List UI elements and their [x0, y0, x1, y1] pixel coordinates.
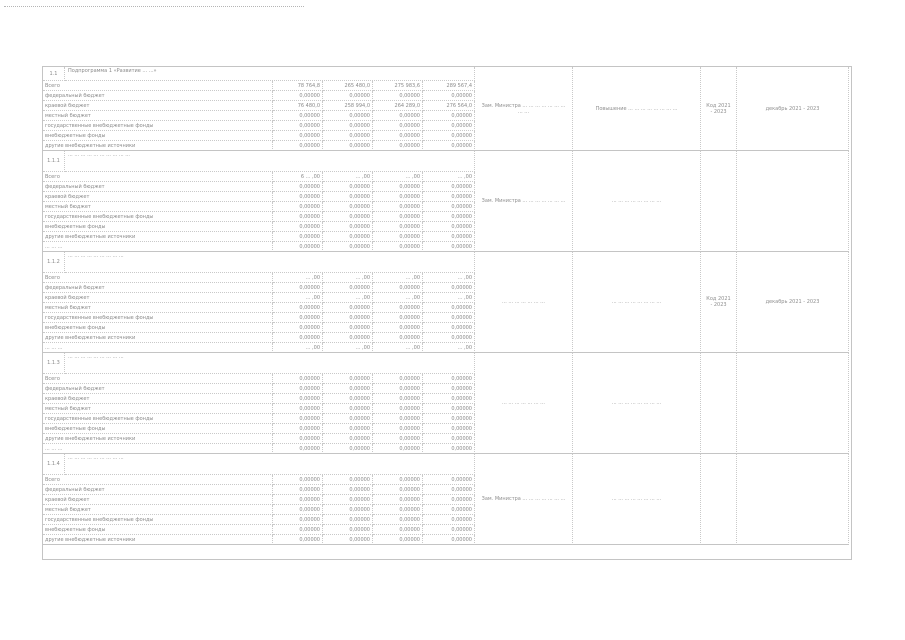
funding-source-label: Всего [43, 172, 273, 182]
funding-source-label: местный бюджет [43, 111, 273, 121]
executor-cell: Зам. Министра ... ... ... ... ... ... ... ... ... [475, 67, 573, 151]
funding-value: 0,00000 [423, 192, 475, 202]
funding-value: 0,00000 [323, 242, 373, 252]
funding-source-label: Всего [43, 273, 273, 283]
result-cell: ... ... ... ... ... ... ... ... [573, 353, 701, 454]
funding-value: 0,00000 [373, 182, 423, 192]
executor-cell: ... ... ... ... ... ... ... [475, 353, 573, 454]
code-cell [701, 151, 737, 252]
funding-source-label: другие внебюджетные источники [43, 333, 273, 343]
term-cell: декабрь 2021 - 2023 [737, 67, 849, 151]
funding-value: 0,00000 [323, 222, 373, 232]
funding-value: 0,00000 [273, 424, 323, 434]
funding-value: 0,00000 [373, 515, 423, 525]
funding-value: 0,00000 [273, 333, 323, 343]
funding-value: 0,00000 [423, 313, 475, 323]
measure-title: ... ... ... ... ... ... ... ... ... ... [65, 151, 475, 172]
funding-value: 0,00000 [423, 141, 475, 151]
funding-value: 0,00000 [273, 212, 323, 222]
code-cell [701, 454, 737, 545]
funding-source-label: ... ... ... [43, 343, 273, 353]
funding-value: 0,00000 [423, 222, 475, 232]
funding-value: 0,00000 [273, 303, 323, 313]
funding-source-label: федеральный бюджет [43, 182, 273, 192]
funding-value: 0,00000 [373, 505, 423, 515]
funding-value: ... ,00 [423, 172, 475, 182]
executor-cell: Зам. Министра ... ... ... ... ... ... ... [475, 454, 573, 545]
funding-value: 0,00000 [273, 323, 323, 333]
funding-value: 0,00000 [323, 495, 373, 505]
funding-value: 0,00000 [423, 182, 475, 192]
funding-value: 0,00000 [323, 333, 373, 343]
funding-value: 0,00000 [423, 404, 475, 414]
funding-value: ... ,00 [423, 343, 475, 353]
funding-value: 0,00000 [373, 434, 423, 444]
funding-value: 0,00000 [323, 414, 373, 424]
funding-value: 276 564,0 [423, 101, 475, 111]
funding-value: 0,00000 [423, 394, 475, 404]
funding-value: ... ,00 [323, 273, 373, 283]
funding-value: 0,00000 [323, 131, 373, 141]
funding-value: ... ,00 [323, 343, 373, 353]
funding-source-label: краевой бюджет [43, 394, 273, 404]
funding-source-label: Всего [43, 475, 273, 485]
row-number: 1.1.4 [43, 454, 65, 475]
funding-value: 0,00000 [423, 374, 475, 384]
funding-value: 0,00000 [373, 212, 423, 222]
funding-value: 289 567,4 [423, 81, 475, 91]
funding-value: 0,00000 [423, 495, 475, 505]
funding-source-label: краевой бюджет [43, 495, 273, 505]
funding-value: 0,00000 [323, 192, 373, 202]
funding-value: 0,00000 [273, 515, 323, 525]
funding-value: 0,00000 [273, 222, 323, 232]
funding-value: ... ,00 [323, 293, 373, 303]
funding-value: 0,00000 [423, 414, 475, 424]
funding-value: 0,00000 [373, 495, 423, 505]
funding-value: 0,00000 [423, 111, 475, 121]
funding-value: 0,00000 [273, 475, 323, 485]
funding-source-label: краевой бюджет [43, 101, 273, 111]
funding-value: 0,00000 [423, 434, 475, 444]
funding-value: 0,00000 [323, 283, 373, 293]
funding-value: 0,00000 [323, 434, 373, 444]
funding-source-label: ... ... ... [43, 444, 273, 454]
funding-value: ... ,00 [373, 343, 423, 353]
funding-source-label: другие внебюджетные источники [43, 535, 273, 545]
funding-value: 0,00000 [423, 444, 475, 454]
funding-value: 0,00000 [423, 121, 475, 131]
funding-value: 0,00000 [373, 242, 423, 252]
funding-value: ... ,00 [373, 172, 423, 182]
funding-value: 0,00000 [373, 131, 423, 141]
funding-value: 0,00000 [423, 475, 475, 485]
funding-value: 0,00000 [273, 283, 323, 293]
funding-source-label: государственные внебюджетные фонды [43, 414, 273, 424]
funding-value: 0,00000 [323, 323, 373, 333]
funding-value: 0,00000 [373, 141, 423, 151]
funding-value: 0,00000 [423, 242, 475, 252]
funding-value: 0,00000 [423, 91, 475, 101]
funding-source-label: государственные внебюджетные фонды [43, 515, 273, 525]
funding-source-label: внебюджетные фонды [43, 323, 273, 333]
funding-source-label: другие внебюджетные источники [43, 434, 273, 444]
funding-value: 0,00000 [423, 303, 475, 313]
funding-value: 0,00000 [323, 121, 373, 131]
funding-value: 0,00000 [423, 485, 475, 495]
funding-value: 0,00000 [373, 404, 423, 414]
funding-value: 0,00000 [323, 444, 373, 454]
funding-value: 0,00000 [323, 485, 373, 495]
funding-value: 0,00000 [323, 182, 373, 192]
funding-value: 0,00000 [423, 212, 475, 222]
funding-value: 0,00000 [323, 475, 373, 485]
measure-title: ... ... ... ... ... ... ... ... ... [65, 353, 475, 374]
funding-value: ... ,00 [423, 293, 475, 303]
funding-value: 0,00000 [273, 505, 323, 515]
funding-value: 0,00000 [273, 91, 323, 101]
funding-value: 0,00000 [323, 515, 373, 525]
funding-value: ... ,00 [273, 293, 323, 303]
funding-value: 0,00000 [373, 485, 423, 495]
funding-value: 0,00000 [373, 303, 423, 313]
funding-value: 0,00000 [423, 535, 475, 545]
term-cell: декабрь 2021 - 2023 [737, 252, 849, 353]
funding-value: 0,00000 [323, 91, 373, 101]
funding-value: 0,00000 [273, 202, 323, 212]
funding-value: 0,00000 [273, 313, 323, 323]
row-number: 1.1.2 [43, 252, 65, 273]
funding-value: 0,00000 [273, 242, 323, 252]
term-cell [737, 353, 849, 454]
row-number: 1.1 [43, 67, 65, 81]
measure-title: ... ... ... ... ... ... ... ... ... [65, 454, 475, 475]
funding-value: 0,00000 [273, 495, 323, 505]
funding-value: 0,00000 [373, 202, 423, 212]
funding-source-label: государственные внебюджетные фонды [43, 313, 273, 323]
funding-source-label: Всего [43, 81, 273, 91]
funding-source-label: федеральный бюджет [43, 384, 273, 394]
code-cell: Код 2021 - 2023 [701, 67, 737, 151]
funding-value: 0,00000 [423, 424, 475, 434]
code-cell [701, 353, 737, 454]
funding-value: 0,00000 [373, 192, 423, 202]
table-grid [43, 67, 851, 545]
funding-source-label: местный бюджет [43, 303, 273, 313]
funding-value: 0,00000 [423, 525, 475, 535]
funding-source-label: местный бюджет [43, 505, 273, 515]
result-cell: ... ... ... ... ... ... ... ... [573, 252, 701, 353]
funding-value: 0,00000 [373, 283, 423, 293]
funding-value: 0,00000 [373, 444, 423, 454]
funding-value: 0,00000 [373, 414, 423, 424]
code-cell: Код 2021 - 2023 [701, 252, 737, 353]
funding-value: 0,00000 [323, 212, 373, 222]
funding-value: 0,00000 [423, 384, 475, 394]
funding-value: 0,00000 [273, 131, 323, 141]
funding-value: 0,00000 [323, 313, 373, 323]
funding-value: 0,00000 [423, 131, 475, 141]
funding-source-label: федеральный бюджет [43, 485, 273, 495]
funding-value: 0,00000 [373, 313, 423, 323]
funding-value: 0,00000 [373, 91, 423, 101]
funding-source-label: ... ... ... [43, 242, 273, 252]
funding-value: 0,00000 [323, 394, 373, 404]
funding-value: 0,00000 [273, 414, 323, 424]
funding-value: 0,00000 [373, 525, 423, 535]
funding-value: 0,00000 [373, 232, 423, 242]
funding-value: 0,00000 [423, 515, 475, 525]
funding-value: 0,00000 [373, 394, 423, 404]
funding-value: 0,00000 [323, 384, 373, 394]
funding-source-label: другие внебюджетные источники [43, 232, 273, 242]
funding-value: 0,00000 [323, 535, 373, 545]
funding-value: 0,00000 [273, 535, 323, 545]
funding-value: 0,00000 [373, 111, 423, 121]
funding-value: 0,00000 [373, 535, 423, 545]
funding-source-label: внебюджетные фонды [43, 525, 273, 535]
funding-source-label: краевой бюджет [43, 293, 273, 303]
executor-cell: Зам. Министра ... ... ... ... ... ... ... [475, 151, 573, 252]
funding-value: 76 480,0 [273, 101, 323, 111]
funding-value: 0,00000 [323, 202, 373, 212]
row-number: 1.1.3 [43, 353, 65, 374]
document-table [42, 66, 852, 560]
funding-value: 78 764,8 [273, 81, 323, 91]
funding-source-label: внебюджетные фонды [43, 131, 273, 141]
funding-value: 0,00000 [373, 222, 423, 232]
funding-value: 0,00000 [273, 141, 323, 151]
funding-value: 0,00000 [323, 111, 373, 121]
funding-value: 0,00000 [273, 404, 323, 414]
funding-value: 0,00000 [423, 232, 475, 242]
funding-value: 0,00000 [423, 323, 475, 333]
funding-value: 0,00000 [323, 303, 373, 313]
funding-source-label: другие внебюджетные источники [43, 141, 273, 151]
funding-source-label: внебюджетные фонды [43, 222, 273, 232]
funding-source-label: местный бюджет [43, 202, 273, 212]
funding-value: 264 289,0 [373, 101, 423, 111]
funding-value: 0,00000 [423, 202, 475, 212]
measure-title: Подпрограмма 1 «Развитие ... ...» [65, 67, 475, 81]
funding-value: 0,00000 [273, 434, 323, 444]
funding-source-label: Всего [43, 374, 273, 384]
result-cell: Повышение ... ... ... ... ... ... ... ... [573, 67, 701, 151]
funding-value: 0,00000 [323, 424, 373, 434]
funding-value: 0,00000 [273, 384, 323, 394]
funding-value: 0,00000 [323, 525, 373, 535]
funding-value: 0,00000 [323, 374, 373, 384]
funding-value: 0,00000 [273, 444, 323, 454]
funding-value: 0,00000 [273, 485, 323, 495]
funding-source-label: местный бюджет [43, 404, 273, 414]
funding-value: 0,00000 [323, 505, 373, 515]
funding-source-label: федеральный бюджет [43, 91, 273, 101]
funding-value: 0,00000 [373, 475, 423, 485]
funding-value: 0,00000 [273, 192, 323, 202]
funding-source-label: краевой бюджет [43, 192, 273, 202]
funding-value: 0,00000 [273, 182, 323, 192]
funding-value: 0,00000 [273, 111, 323, 121]
funding-value: 0,00000 [373, 374, 423, 384]
funding-value: 0,00000 [273, 121, 323, 131]
funding-source-label: государственные внебюджетные фонды [43, 121, 273, 131]
result-cell: ... ... ... ... ... ... ... ... [573, 454, 701, 545]
funding-value: 0,00000 [373, 424, 423, 434]
term-cell [737, 454, 849, 545]
funding-value: 0,00000 [373, 333, 423, 343]
executor-cell: ... ... ... ... ... ... ... [475, 252, 573, 353]
funding-source-label: внебюджетные фонды [43, 424, 273, 434]
funding-value: 0,00000 [323, 232, 373, 242]
funding-value: 258 994,0 [323, 101, 373, 111]
funding-source-label: государственные внебюджетные фонды [43, 212, 273, 222]
row-number: 1.1.1 [43, 151, 65, 172]
term-cell [737, 151, 849, 252]
funding-value: ... ,00 [323, 172, 373, 182]
funding-value: ... ,00 [423, 273, 475, 283]
funding-value: 0,00000 [423, 333, 475, 343]
funding-value: 0,00000 [323, 404, 373, 414]
funding-value: 0,00000 [373, 384, 423, 394]
funding-value: 0,00000 [273, 394, 323, 404]
funding-source-label: федеральный бюджет [43, 283, 273, 293]
funding-value: 0,00000 [273, 232, 323, 242]
funding-value: ... ,00 [373, 293, 423, 303]
measure-title: ... ... ... ... ... ... ... ... ... [65, 252, 475, 273]
top-dotted-rule [4, 6, 304, 7]
result-cell: ... ... ... ... ... ... ... ... [573, 151, 701, 252]
funding-value: 0,00000 [373, 323, 423, 333]
funding-value: ... ,00 [273, 273, 323, 283]
funding-value: ... ,00 [273, 343, 323, 353]
funding-value: 0,00000 [373, 121, 423, 131]
funding-value: 275 983,6 [373, 81, 423, 91]
funding-value: 6 ... ,00 [273, 172, 323, 182]
funding-value: ... ,00 [373, 273, 423, 283]
funding-value: 0,00000 [273, 525, 323, 535]
funding-value: 0,00000 [423, 283, 475, 293]
funding-value: 0,00000 [323, 141, 373, 151]
funding-value: 0,00000 [423, 505, 475, 515]
funding-value: 265 480,0 [323, 81, 373, 91]
funding-value: 0,00000 [273, 374, 323, 384]
